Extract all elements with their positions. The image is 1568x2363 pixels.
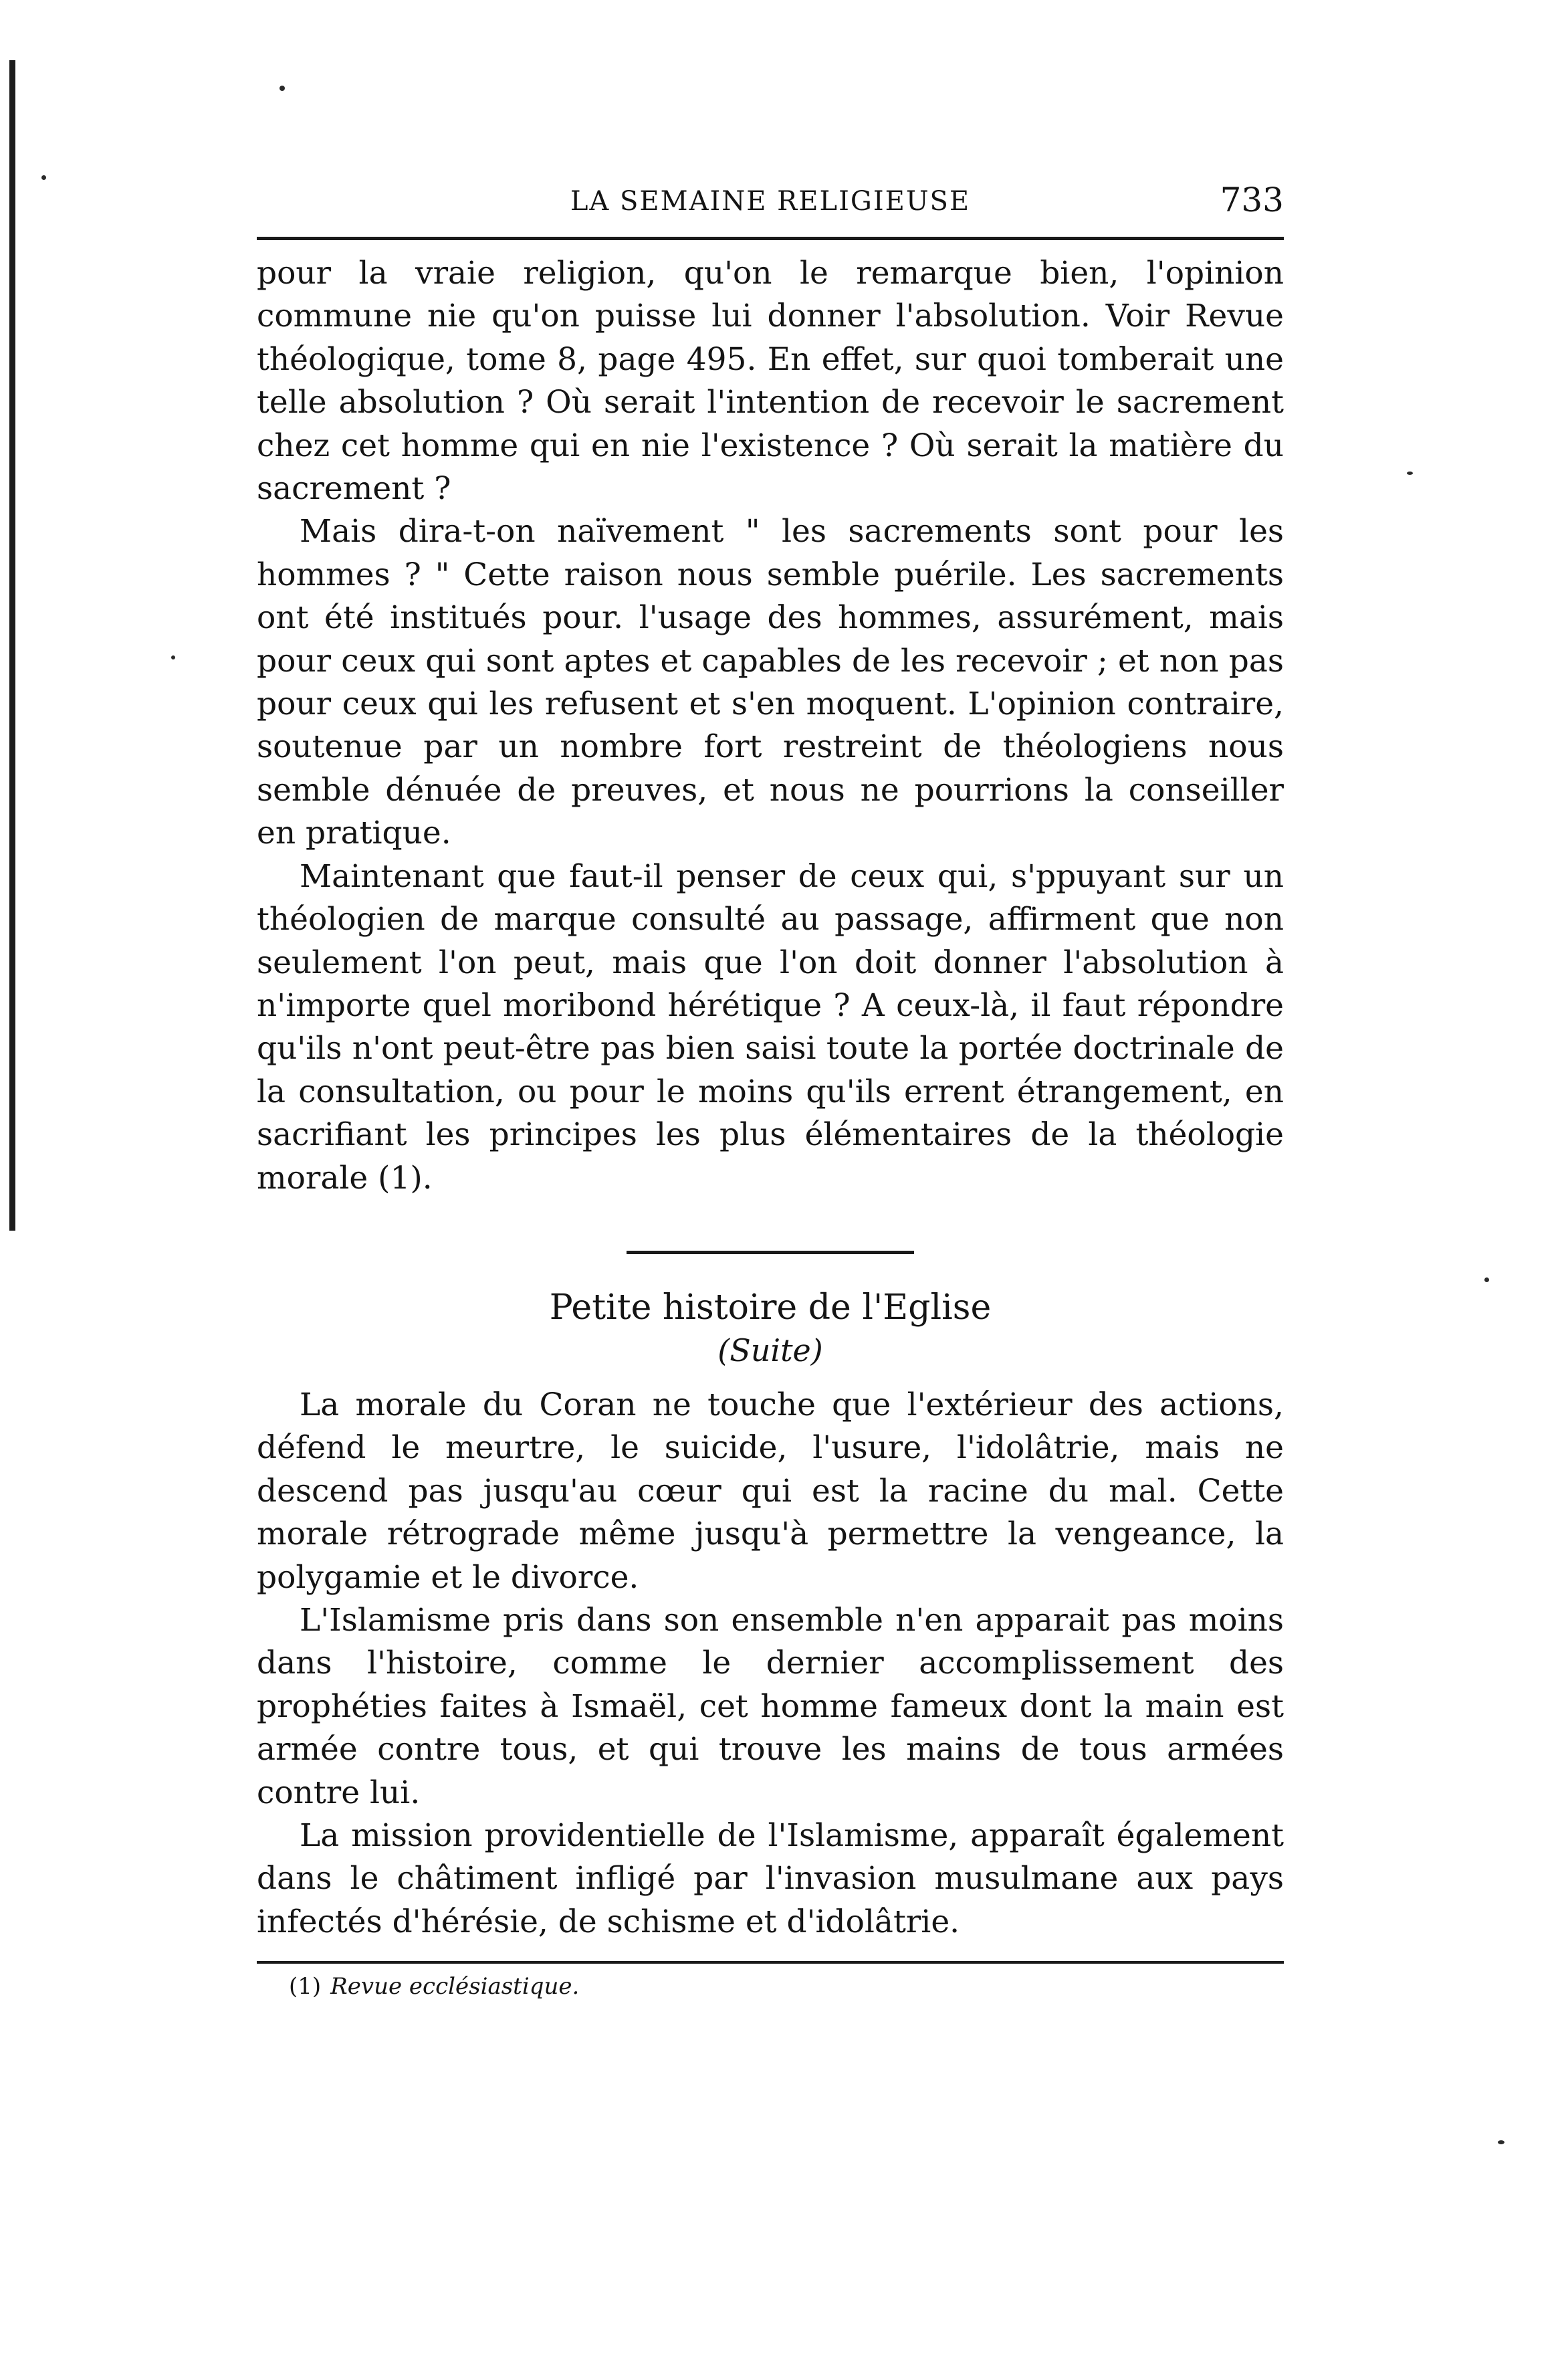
footnote-mark: (1)	[289, 1973, 322, 2000]
header-rule	[257, 237, 1284, 240]
scan-speck	[41, 175, 46, 180]
paragraph: La morale du Coran ne touche que l'extérieur des actions, défend le meurtre, le suicide, l'usure, l'idolâtrie, mais ne descend pas jusqu'au cœur qui est la racine du mal. Cette morale rétrograde même jusqu'à permettre la vengeance, la polygamie et le divorce.	[257, 1386, 1284, 1596]
binding-edge	[9, 60, 15, 1231]
paragraph: L'Islamisme pris dans son ensemble n'en apparait pas moins dans l'histoire, comme le dernier accomplissement des prophéties faites à Ismaël, cet homme fameux dont la main est armée contre tous, et qui trouve les mains de tous armées contre lui.	[257, 1601, 1284, 1811]
paragraph: Mais dira-t-on naïvement " les sacrements sont pour les hommes ? " Cette raison nous semble puérile. Les sacrements ont été institués pour. l'usage des hommes, assurément, mais pour ceux qui sont aptes et capables de les recevoir ; et non pas pour ceux qui les refusent et s'en moquent. L'opinion contraire, soutenue par un nombre fort restreint de théologiens nous semble dénuée de preuves, et nous ne pourrions la conseiller en pratique.	[257, 513, 1284, 852]
section-subtitle: (Suite)	[717, 1332, 823, 1368]
footnote	[257, 1972, 1284, 2001]
running-title: LA SEMAINE RELIGIEUSE	[570, 186, 971, 217]
running-header	[257, 181, 1284, 226]
paragraph: La mission providentielle de l'Islamisme, apparaît également dans le châtiment infligé par l'invasion musulmane aux pays infectés d'hérésie, de schisme et d'idolâtrie.	[257, 1817, 1284, 1940]
scan-speck	[279, 86, 285, 91]
section-divider	[627, 1251, 914, 1254]
page-number: 733	[1220, 181, 1284, 219]
scan-speck	[1407, 472, 1413, 475]
scan-speck	[1484, 1277, 1489, 1282]
scan-speck	[171, 655, 175, 659]
footnote-text: Revue ecclésiastique.	[330, 1973, 580, 2000]
paragraph: Maintenant que faut-il penser de ceux qui, s'ppuyant sur un théologien de marque consulté au passage, affirment que non seulement l'on peut, mais que l'on doit donner l'absolution à n'importe quel moribond hérétique ? A ceux-là, il faut répondre qu'ils n'ont peut-être pas bien saisi toute la portée doctrinale de la consultation, ou pour le moins qu'ils errent étrangement, en sacrifiant les principes les plus élémentaires de la théologie morale (1).	[257, 857, 1284, 1197]
footnote-rule	[257, 1961, 1284, 1964]
section-title: Petite histoire de l'Eglise	[549, 1287, 992, 1328]
scan-speck	[1498, 2140, 1504, 2144]
page	[257, 181, 1284, 2001]
paragraph: pour la vraie religion, qu'on le remarque bien, l'opinion commune nie qu'on puisse lui donner l'absolution. Voir Revue théologique, tome 8, page 495. En effet, sur quoi tomberait une telle absolution ? Où serait l'intention de recevoir le sacrement chez cet homme qui en nie l'existence ? Où serait la matière du sacrement ?	[257, 255, 1284, 508]
